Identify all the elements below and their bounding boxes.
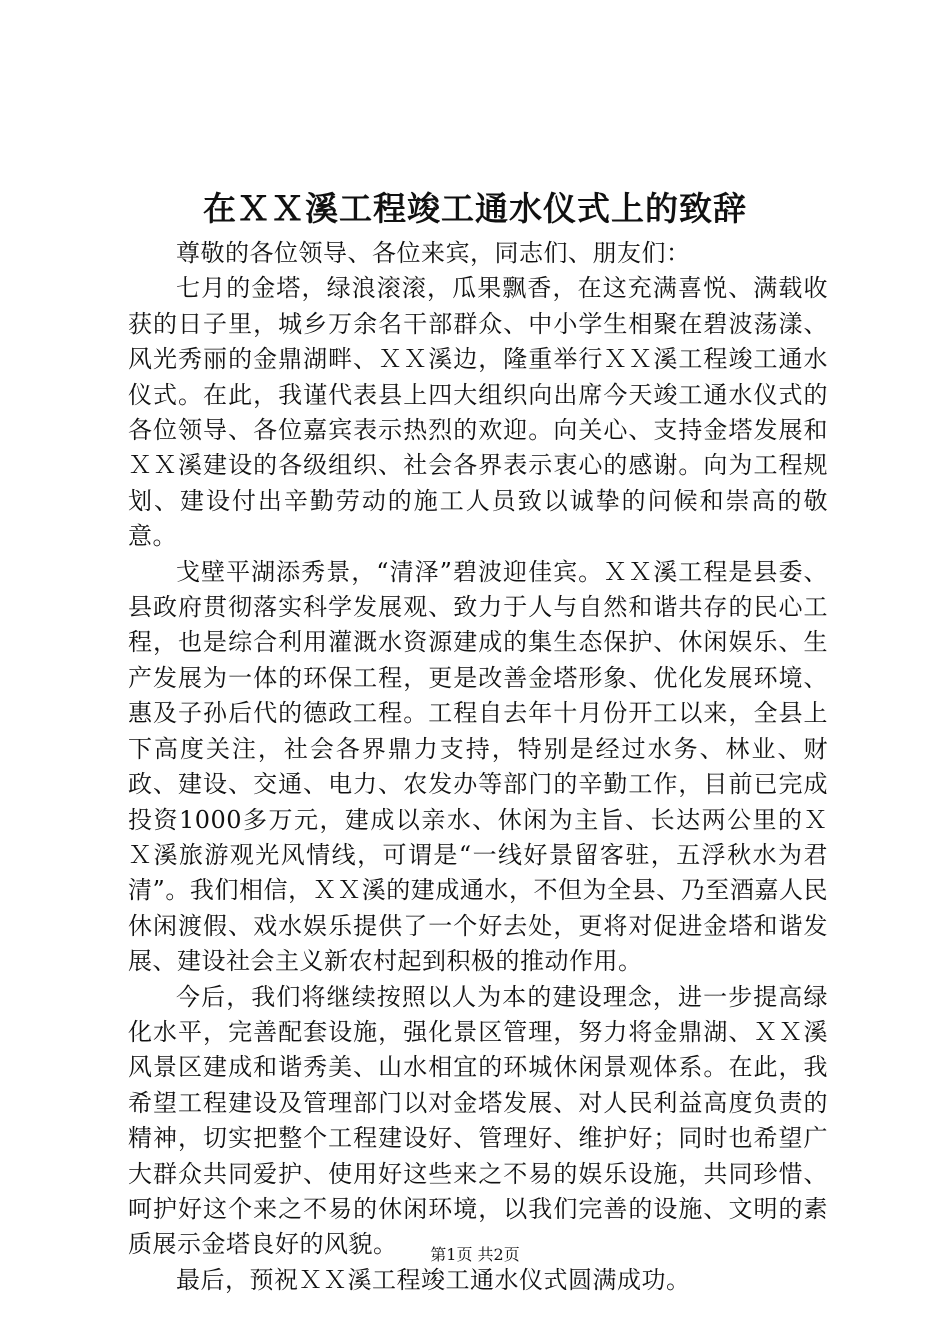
page-footer: 第1页 共2页 <box>430 1245 520 1264</box>
paragraph-project: 戈壁平湖添秀景，“清泽”碧波迎佳宾。ＸＸ溪工程是县委、县政府贯彻落实科学发展观、致力于人与自然和谐共存的民心工程，也是综合利用灌溉水资源建成的集生态保护、休闲娱乐、生产发展为一体的环保工程，更是改善金塔形象、优化发展环境、惠及子孙后代的德政工程。工程自去年十月份开工以来，全县上下高度关注，社会各界鼎力支持，特别是经过水务、林业、财政、建设、交通、电力、农发办等部门的辛勤工作，目前已完成投资1000多万元，建成以亲水、休闲为主旨、长达两公里的ＸＸ溪旅游观光风情线，可谓是“一线好景留客驻，五浮秋水为君清”。我们相信，ＸＸ溪的建成通水，不但为全县、乃至酒嘉人民休闲渡假、戏水娱乐提供了一个好去处，更将对促进金塔和谐发展、建设社会主义新农村起到积极的推动作用。 <box>128 557 828 976</box>
salutation: 尊敬的各位领导、各位来宾，同志们、朋友们： <box>176 239 691 267</box>
paragraph-opening: 七月的金塔，绿浪滚滚，瓜果飘香，在这充满喜悦、满载收获的日子里，城乡万余名干部群众、中小学生相聚在碧波荡漾、风光秀丽的金鼎湖畔、ＸＸ溪边，隆重举行ＸＸ溪工程竣工通水仪式。在此，我谨代表县上四大组织向出席今天竣工通水仪式的各位领导、各位嘉宾表示热烈的欢迎。向关心、支持金塔发展和ＸＸ溪建设的各级组织、社会各界表示衷心的感谢。向为工程规划、建设付出辛勤劳动的施工人员致以诚挚的问候和崇高的敬意。 <box>128 274 828 551</box>
paragraph-closing: 最后，预祝ＸＸ溪工程竣工通水仪式圆满成功。 <box>176 1265 691 1294</box>
document-body <box>128 236 828 1298</box>
document-title: 在ＸＸ溪工程竣工通水仪式上的致辞 <box>203 189 747 228</box>
paragraph-future: 今后，我们将继续按照以人为本的建设理念，进一步提高绿化水平，完善配套设施，强化景区管理，努力将金鼎湖、ＸＸ溪风景区建成和谐秀美、山水相宜的环城休闲景观体系。在此，我希望工程建设及管理部门以对金塔发展、对人民利益高度负责的精神，切实把整个工程建设好、管理好、维护好；同时也希望广大群众共同爱护、使用好这些来之不易的娱乐设施，共同珍惜、呵护好这个来之不易的休闲环境，以我们完善的设施、文明的素质展示金塔良好的风貌。 <box>128 982 828 1259</box>
